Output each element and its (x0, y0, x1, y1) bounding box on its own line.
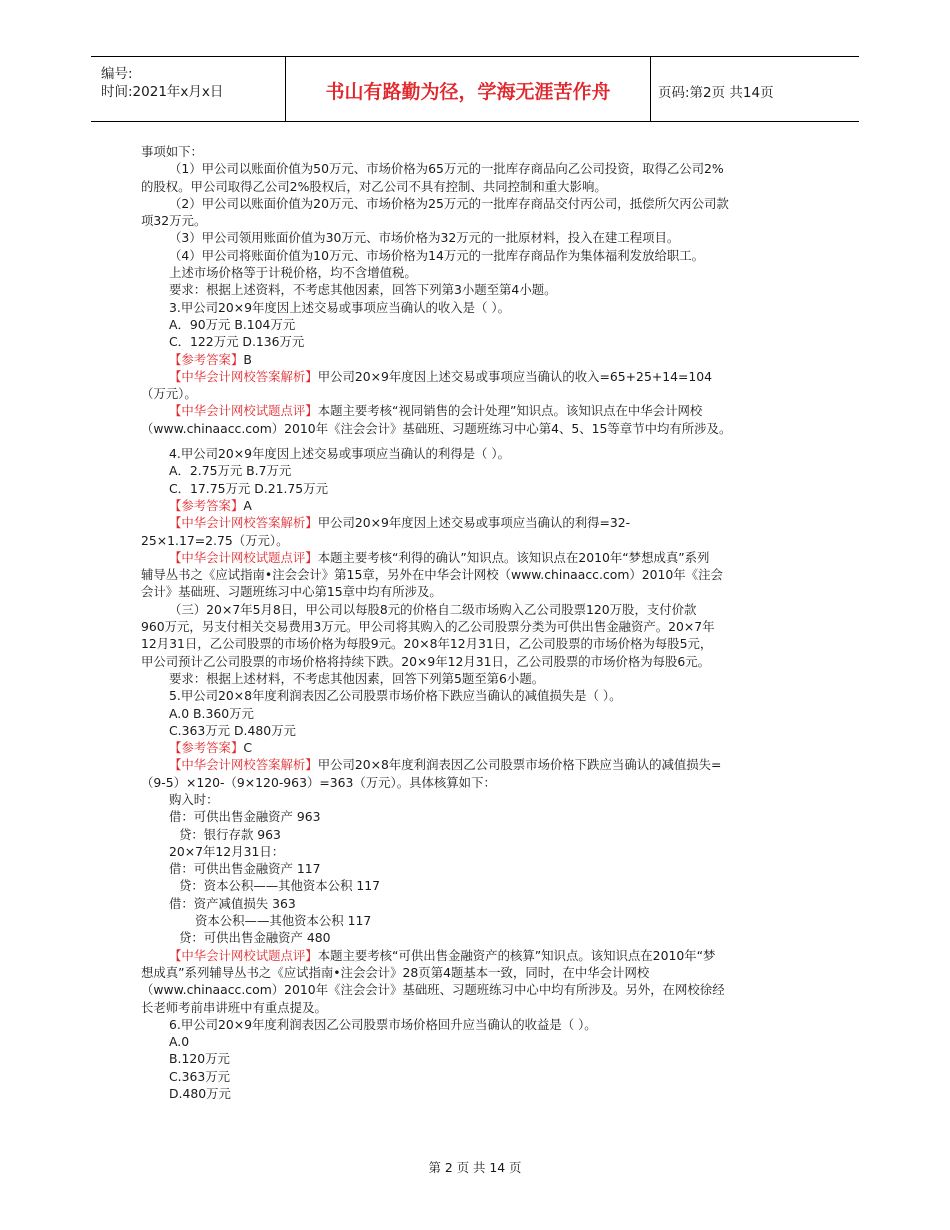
line-text: 12月31日，乙公司股票的市场价格为每股9元。20×8年12月31日，乙公司股票的市场价格为每股5元， (141, 636, 713, 652)
line-text: （www.chinaacc.com）2010年《注会会计》基础班、习题班练习中心第4、5、15等章节中均有所涉及。 (141, 420, 732, 436)
line-text: 甲公司20×9年度因上述交易或事项应当确认的利得=32- (317, 515, 631, 531)
line-text: （9-5）×120-（9×120-963）=363（万元）。具体核算如下： (141, 774, 496, 790)
text-line (141, 843, 791, 860)
text-line (141, 281, 791, 298)
line-text: 贷：可供出售金融资产 480 (179, 930, 331, 946)
text-line (141, 532, 791, 549)
text-line (141, 160, 791, 177)
line-text: A．2.75万元 B.7万元 (169, 463, 292, 479)
line-text: 要求：根据上述资料，不考虑其他因素，回答下列第3小题至第4小题。 (169, 282, 557, 298)
text-line (141, 583, 791, 600)
text-line (141, 420, 791, 437)
text-line (141, 247, 791, 264)
text-line (141, 653, 791, 670)
text-line (141, 895, 791, 912)
line-text: 贷：银行存款 963 (179, 826, 281, 842)
text-line (141, 877, 791, 894)
text-line (141, 445, 791, 462)
line-text: C (243, 740, 252, 756)
line-text: 借：资产减值损失 363 (169, 895, 296, 911)
line-text: C．122万元 D.136万元 (169, 334, 305, 350)
line-text: 上述市场价格等于计税价格，均不含增值税。 (169, 265, 417, 281)
text-line (141, 1016, 791, 1033)
text-line (141, 462, 791, 479)
line-text: 5.甲公司20×8年度利润表因乙公司股票市场价格下跌应当确认的减值损失是（ ）。 (169, 688, 622, 704)
text-line (141, 299, 791, 316)
page-footer: 第 2 页 共 14 页 (428, 1160, 522, 1175)
text-line (141, 368, 791, 385)
text-line (141, 195, 791, 212)
line-text: （1）甲公司以账面价值为50万元、市场价格为65万元的一批库存商品向乙公司投资，取得乙公司2% (169, 161, 724, 177)
line-text: 4.甲公司20×9年度因上述交易或事项应当确认的利得是（ ）。 (169, 446, 510, 462)
text-line (141, 480, 791, 497)
text-line (141, 635, 791, 652)
text-line (141, 385, 791, 402)
text-line (141, 212, 791, 229)
text-line (141, 826, 791, 843)
line-text: 的股权。甲公司取得乙公司2%股权后，对乙公司不具有控制、共同控制和重大影响。 (141, 178, 607, 194)
line-text: 购入时： (169, 791, 219, 807)
text-line (141, 514, 791, 531)
line-text: 25×1.17=2.75（万元）。 (141, 532, 289, 548)
text-line (141, 756, 791, 773)
line-text: 资本公积——其他资本公积 117 (195, 913, 372, 929)
text-line (141, 143, 791, 160)
line-text: （3）甲公司领用账面价值为30万元、市场价格为32万元的一批原材料，投入在建工程项目。 (169, 230, 680, 246)
text-line (141, 549, 791, 566)
line-text: C.363万元 D.480万元 (169, 722, 296, 738)
text-line (141, 333, 791, 350)
text-line (141, 1050, 791, 1067)
line-text: 本题主要考核“利得的确认”知识点。该知识点在2010年“梦想成真”系列 (317, 549, 710, 565)
text-line (141, 739, 791, 756)
text-line (141, 1033, 791, 1050)
header-meta-cell (91, 57, 285, 121)
text-line (141, 912, 791, 929)
text-line (141, 601, 791, 618)
highlight-label: 【参考答案】 (169, 497, 244, 513)
line-text: A.0 B.360万元 (169, 705, 254, 721)
text-line (141, 618, 791, 635)
line-text: （三）20×7年5月8日，甲公司以每股8元的价格自二级市场购入乙公司股票120万股，支付价款 (169, 601, 697, 617)
line-text: 甲公司预计乙公司股票的市场价格将持续下跌。20×9年12月31日，乙公司股票的市场价格为每股6元。 (141, 653, 711, 669)
line-text: 长老师考前串讲班中有重点提及。 (141, 999, 327, 1015)
line-text: 会计》基础班、习题班练习中心第15章中均有所涉及。 (141, 584, 442, 600)
text-line (141, 981, 791, 998)
text-line (141, 229, 791, 246)
line-text: A.0 (169, 1034, 190, 1050)
text-line (141, 566, 791, 583)
text-line (141, 497, 791, 514)
highlight-label: 【中华会计网校试题点评】 (169, 947, 318, 963)
line-text: （www.chinaacc.com）2010年《注会会计》基础班、习题班练习中心中均有所涉及。另外，在网校徐经 (141, 982, 725, 998)
text-line (141, 351, 791, 368)
text-line (141, 860, 791, 877)
line-text: 贷：资本公积——其他资本公积 117 (179, 878, 381, 894)
line-text: 本题主要考核“视同销售的会计处理”知识点。该知识点在中华会计网校 (317, 403, 703, 419)
line-text: A (243, 497, 252, 513)
line-text: 960万元，另支付相关交易费用3万元。甲公司将其购入的乙公司股票分类为可供出售金融资产。20×7年 (141, 619, 715, 635)
line-text: 事项如下： (141, 144, 203, 159)
line-text: （万元）。 (141, 386, 197, 402)
text-line (141, 1068, 791, 1085)
highlight-label: 【参考答案】 (169, 740, 244, 756)
line-text: C．17.75万元 D.21.75万元 (169, 480, 328, 496)
text-line (141, 705, 791, 722)
document-number-label: 编号: (101, 66, 133, 82)
line-text: 想成真”系列辅导丛书之《应试指南•注会会计》28页第4题基本一致，同时，在中华会计网校 (141, 964, 650, 980)
text-line (141, 178, 791, 195)
paragraph-spacer (141, 437, 791, 445)
text-line (141, 791, 791, 808)
text-line (141, 670, 791, 687)
text-line (141, 774, 791, 791)
line-text: A．90万元 B.104万元 (169, 316, 296, 332)
highlight-label: 【中华会计网校答案解析】 (169, 757, 318, 773)
line-text: 辅导丛书之《应试指南•注会会计》第15章，另外在中华会计网校（www.chinaacc.com）2010年《注会 (141, 567, 723, 583)
line-text: 借：可供出售金融资产 963 (169, 809, 321, 825)
text-line (141, 402, 791, 419)
text-line (141, 722, 791, 739)
line-text: D.480万元 (169, 1086, 231, 1102)
line-text: 甲公司20×8年度利润表因乙公司股票市场价格下跌应当确认的减值损失= (317, 757, 722, 773)
line-text: 甲公司20×9年度因上述交易或事项应当确认的收入=65+25+14=104 (317, 368, 713, 384)
line-text: 要求：根据上述材料，不考虑其他因素，回答下列第5题至第6小题。 (169, 670, 545, 686)
text-line (141, 964, 791, 981)
text-line (141, 808, 791, 825)
text-line (141, 1085, 791, 1102)
text-line (141, 929, 791, 946)
line-text: B.120万元 (169, 1051, 230, 1067)
page-info: 页码:第2页 共14页 (658, 85, 774, 101)
highlight-label: 【参考答案】 (169, 351, 244, 367)
line-text: （4）甲公司将账面价值为10万元、市场价格为14万元的一批库存商品作为集体福利发放给职工。 (169, 247, 705, 263)
line-text: （2）甲公司以账面价值为20万元、市场价格为25万元的一批库存商品交付丙公司，抵偿所欠丙公司款 (169, 195, 729, 211)
text-line (141, 999, 791, 1016)
header-motto-cell (285, 57, 651, 121)
highlight-label: 【中华会计网校答案解析】 (169, 515, 318, 531)
text-line (141, 687, 791, 704)
text-line (141, 264, 791, 281)
document-body (141, 143, 791, 1102)
line-text: 6.甲公司20×9年度利润表因乙公司股票市场价格回升应当确认的收益是（ ）。 (169, 1016, 597, 1032)
motto-text: 书山有路勤为径，学海无涯苦作舟 (325, 81, 611, 103)
line-text: C.363万元 (169, 1068, 231, 1084)
text-line (141, 947, 791, 964)
line-text: 3.甲公司20×9年度因上述交易或事项应当确认的收入是（ ）。 (169, 299, 510, 315)
line-text: 项32万元。 (141, 213, 207, 229)
text-line (141, 316, 791, 333)
document-time-label: 时间:2021年x月x日 (101, 84, 224, 100)
line-text: 借：可供出售金融资产 117 (169, 861, 321, 877)
highlight-label: 【中华会计网校试题点评】 (169, 549, 318, 565)
line-text: B (243, 351, 252, 367)
header-page-cell (649, 57, 859, 121)
line-text: 20×7年12月31日： (169, 843, 285, 859)
highlight-label: 【中华会计网校试题点评】 (169, 403, 318, 419)
page-header (91, 56, 859, 122)
highlight-label: 【中华会计网校答案解析】 (169, 368, 318, 384)
line-text: 本题主要考核“可供出售金融资产的核算”知识点。该知识点在2010年“梦 (317, 947, 716, 963)
